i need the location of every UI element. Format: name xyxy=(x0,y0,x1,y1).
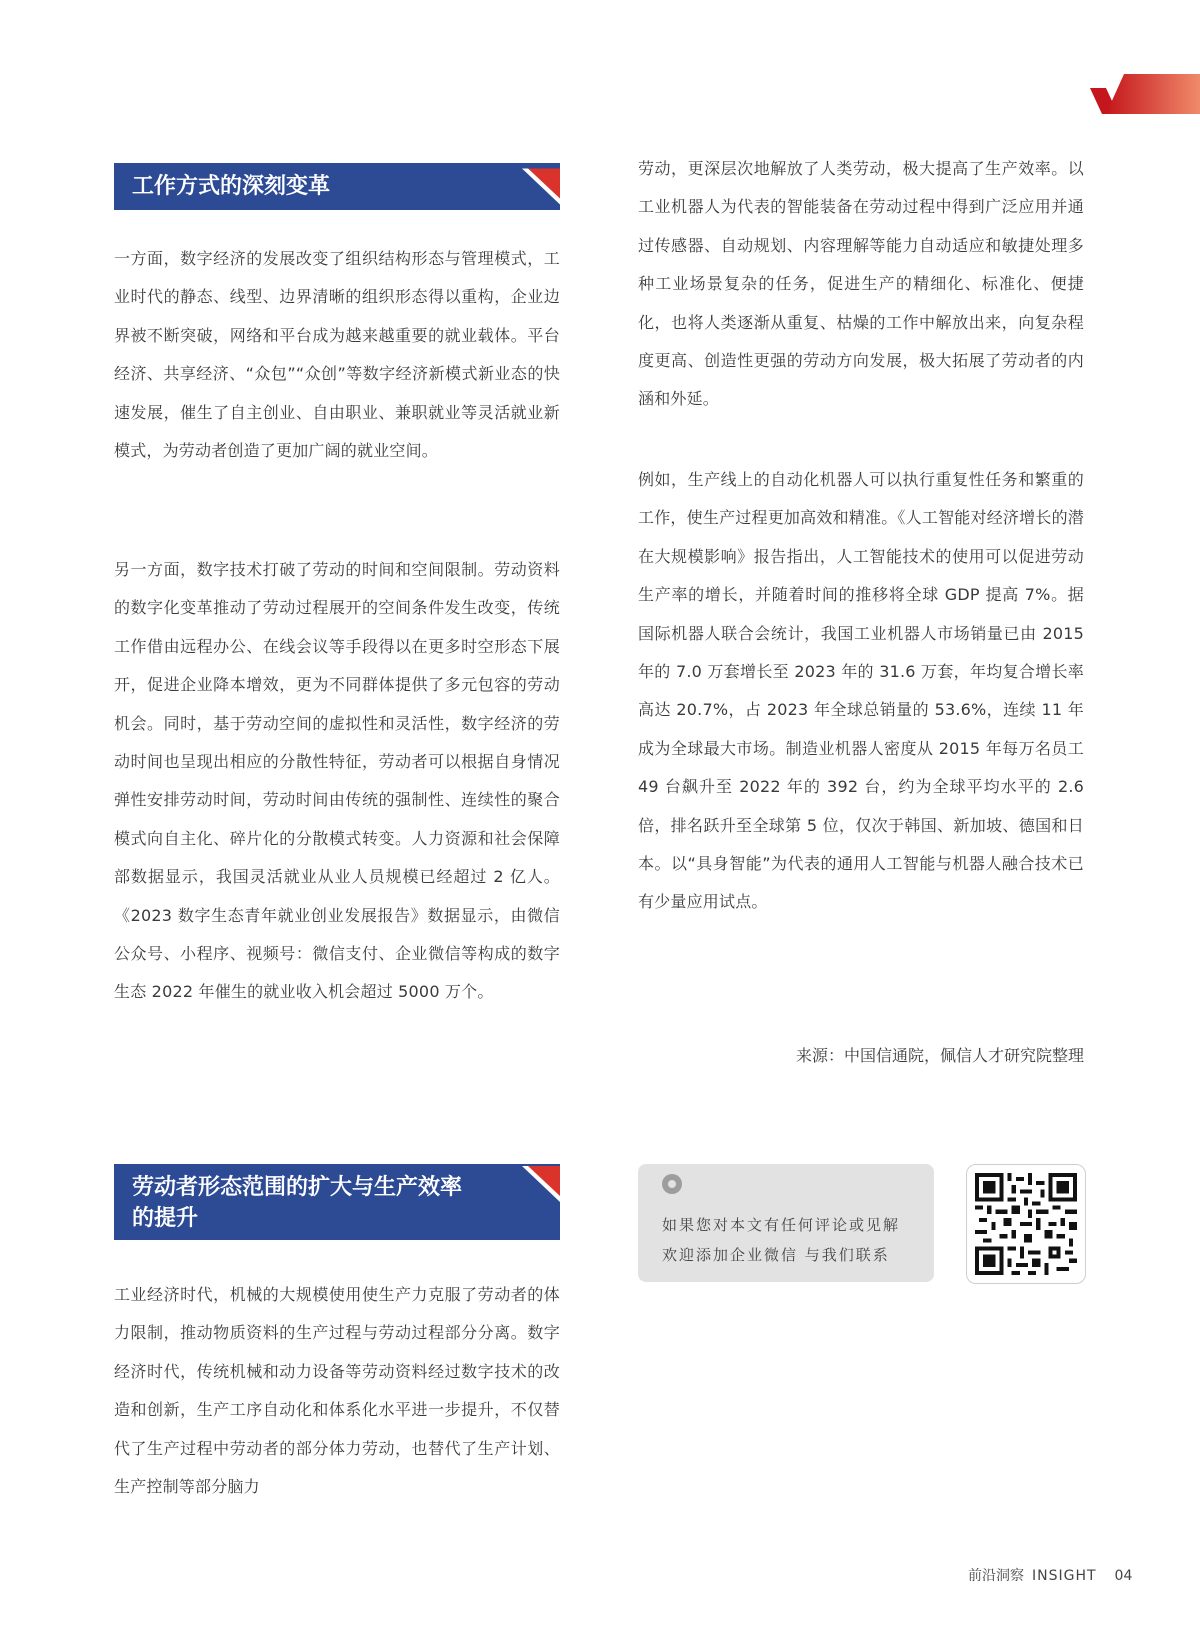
source-note: 来源：中国信通院，佩信人才研究院整理 xyxy=(795,1046,1084,1065)
corner-decoration xyxy=(1090,74,1200,114)
footer-section-cn: 前沿洞察 xyxy=(968,1568,1024,1584)
qr-code-icon xyxy=(975,1173,1077,1275)
section-heading-work-style xyxy=(114,163,560,210)
contact-card xyxy=(638,1164,934,1282)
heading-text-line1: 劳动者形态范围的扩大与生产效率 xyxy=(132,1175,463,1200)
page-number: 04 xyxy=(1114,1568,1133,1584)
paragraph-intelligent-equipment: 劳动，更深层次地解放了人类劳动，极大提高了生产效率。以工业机器人为代表的智能装备在劳动过程中得到广泛应用并通过传感器、自动规划、内容理解等能力自动适应和敏捷处理多种工业场景复杂的任务，促进生产的精细化、标准化、便捷化，也将人类逐渐从重复、枯燥的工作中解放出来，向复杂程度更高、创造性更强的劳动方向发展，极大拓展了劳动者的内涵和外延。 xyxy=(638,159,1084,409)
contact-line-2: 欢迎添加企业微信 与我们联系 xyxy=(662,1246,890,1264)
paragraph-industrial-era: 工业经济时代，机械的大规模使用使生产力克服了劳动者的体力限制，推动物质资料的生产过程与劳动过程部分分离。数字经济时代，传统机械和动力设备等劳动资料经过数字技术的改造和创新，生产工序自动化和体系化水平进一步提升，不仅替代了生产过程中劳动者的部分体力劳动，也替代了生产计划、生产控制等部分脑力 xyxy=(114,1285,560,1497)
paragraph-org-change: 一方面，数字经济的发展改变了组织结构形态与管理模式，工业时代的静态、线型、边界清晰的组织形态得以重构，企业边界被不断突破，网络和平台成为越来越重要的就业载体。平台经济、共享经济、“众包”“众创”等数字经济新模式新业态的快速发展，催生了自主创业、自由职业、兼职就业等灵活就业新模式，为劳动者创造了更加广阔的就业空间。 xyxy=(114,249,560,461)
heading-corner-accent xyxy=(522,163,560,210)
wechat-qr-code[interactable] xyxy=(966,1164,1086,1284)
pin-icon xyxy=(662,1174,682,1194)
footer-section-en: INSIGHT xyxy=(1032,1568,1097,1584)
heading-text-line2: 的提升 xyxy=(132,1206,199,1231)
contact-line-1: 如果您对本文有任何评论或见解 xyxy=(662,1216,901,1234)
page-footer xyxy=(968,1565,1132,1585)
heading-corner-accent xyxy=(522,1164,560,1204)
heading-text: 工作方式的深刻变革 xyxy=(132,174,331,199)
paragraph-robot-stats: 例如，生产线上的自动化机器人可以执行重复性任务和繁重的工作，使生产过程更加高效和精准。《人工智能对经济增长的潜在大规模影响》报告指出，人工智能技术的使用可以促进劳动生产率的增长，并随着时间的推移将全球 GDP 提高 7%。据国际机器人联合会统计，我国工业机器人市场销量已由 2015 年的 7.0 万套增长至 2023 年的 31.6 万套，年均复合增长率高达 20.7%，占 2023 年全球总销量的 53.6%，连续 11 年成为全球最大市场。制造业机器人密度从 2015 年每万名员工 49 台飙升至 2022 年的 392 台，约为全球平均水平的 2.6 倍，排名跃升至全球第 5 位，仅次于韩国、新加坡、德国和日本。以“具身智能”为代表的通用人工智能与机器人融合技术已有少量应用试点。 xyxy=(638,470,1084,912)
paragraph-time-space: 另一方面，数字技术打破了劳动的时间和空间限制。劳动资料的数字化变革推动了劳动过程展开的空间条件发生改变，传统工作借由远程办公、在线会议等手段得以在更多时空形态下展开，促进企业降本增效，更为不同群体提供了多元包容的劳动机会。同时，基于劳动空间的虚拟性和灵活性，数字经济的劳动时间也呈现出相应的分散性特征，劳动者可以根据自身情况弹性安排劳动时间，劳动时间由传统的强制性、连续性的聚合模式向自主化、碎片化的分散模式转变。人力资源和社会保障部数据显示，我国灵活就业从业人员规模已经超过 2 亿人。《2023 数字生态青年就业创业发展报告》数据显示，由微信公众号、小程序、视频号：微信支付、企业微信等构成的数字生态 2022 年催生的就业收入机会超过 5000 万个。 xyxy=(114,560,560,1002)
section-heading-worker-scope xyxy=(114,1164,560,1240)
